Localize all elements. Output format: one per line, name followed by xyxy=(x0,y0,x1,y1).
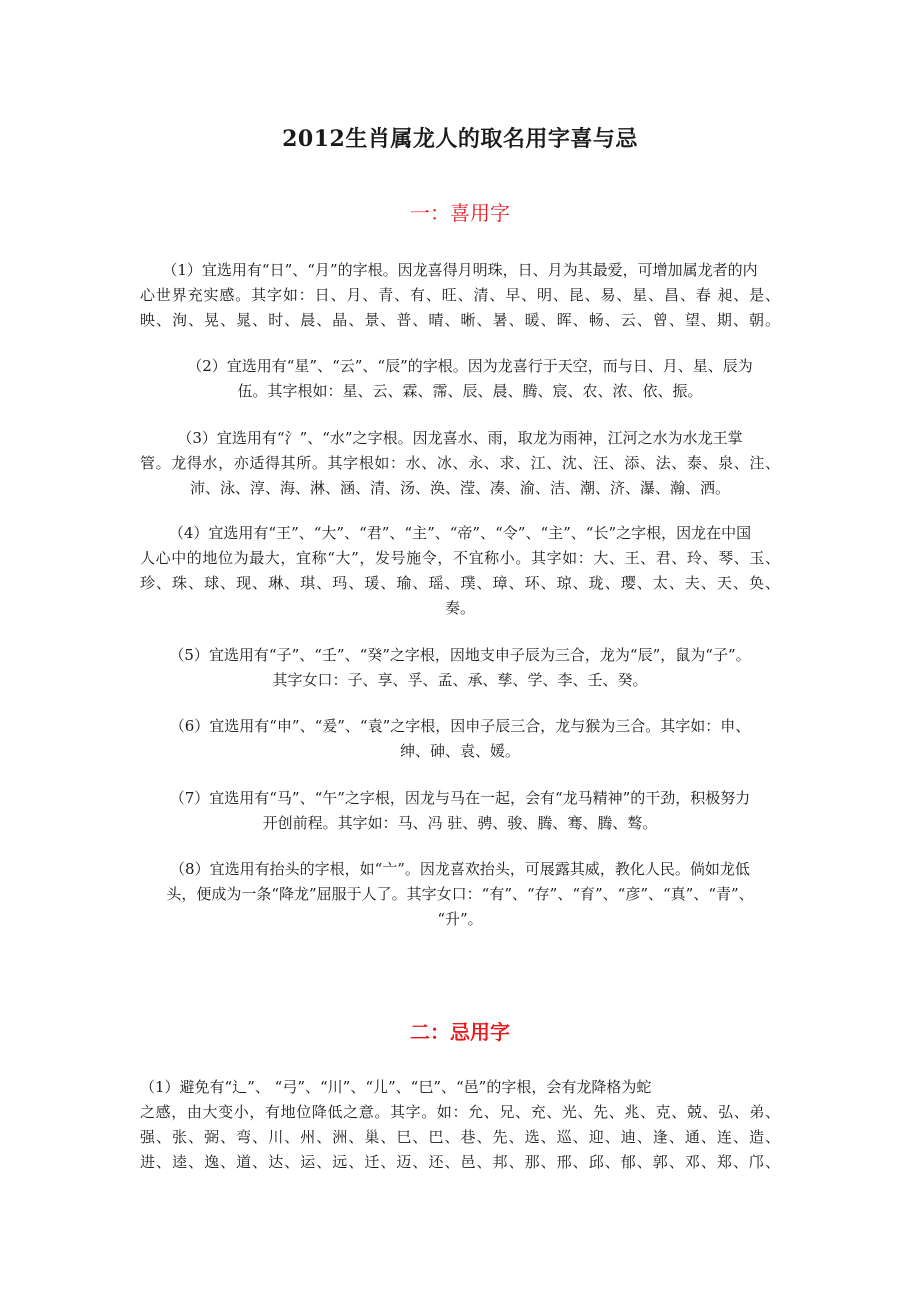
text-line: （5）宜选用有“子”、“壬”、“癸”之字根，因地支申子辰为三合，龙为“辰”，鼠为“子”。 xyxy=(169,646,751,664)
paragraph-preferred-8 xyxy=(140,857,780,932)
text-line: 开创前程。其字如：马、冯 驻、骋、骏、腾、骞、腾、骜。 xyxy=(262,814,658,832)
text-line: 绅、砷、袁、媛。 xyxy=(399,742,520,760)
text-line: 奏。 xyxy=(444,599,475,617)
text-line: （8）宜选用有抬头的字根，如“亠”。因龙喜欢抬头，可展露其威，教化人民。倘如龙低 xyxy=(170,860,750,878)
paragraph-preferred-5 xyxy=(140,643,780,693)
text-line: 进、逵、逸、道、达、运、远、迁、迈、还、邑、邦、那、邢、邱、郁、郭、邓、郑、邝、 xyxy=(140,1153,780,1171)
text-line: 管。龙得水，亦适得其所。其字根如：水、冰、永、求、江、沈、汪、添、法、泰、泉、注、 xyxy=(140,454,780,472)
text-line: 映、洵、晃、晁、时、晨、晶、景、普、晴、晰、暑、暖、晖、畅、云、曾、望、期、朝。 xyxy=(140,311,780,329)
text-line: 其字女口：子、享、孚、孟、承、孳、学、李、壬、癸。 xyxy=(272,671,648,689)
text-line: 沛、泳、淳、海、淋、涵、清、汤、涣、滢、凑、渝、洁、潮、济、瀑、瀚、洒。 xyxy=(189,479,730,497)
text-line: （7）宜选用有“马”、“午”之字根，因龙与马在一起，会有“龙马精神”的干劲，积极努力 xyxy=(169,789,751,807)
text-line: 之感，由大变小，有地位降低之意。其字。如：允、兄、充、光、先、兆、克、兢、弘、弟、 xyxy=(140,1103,780,1121)
text-line: 强、张、弼、弯、川、州、洲、巢、巳、巴、巷、先、选、巡、迎、迪、逢、通、连、造、 xyxy=(140,1128,780,1146)
paragraph-avoided-1 xyxy=(140,1075,780,1175)
paragraph-preferred-2 xyxy=(160,354,780,404)
text-line: 心世界充实感。其字如：日、月、青、有、旺、清、早、明、昆、易、星、昌、春 昶、是、 xyxy=(140,286,780,304)
text-line: 伍。其字根如：星、云、霖、霈、辰、晨、腾、宸、农、浓、依、振。 xyxy=(237,382,703,400)
text-line: （6）宜选用有“申”、“爰”、“袁”之字根，因申子辰三合，龙与猴为三合。其字如：申、 xyxy=(169,717,751,735)
section-heading-avoided: 二：忌用字 xyxy=(410,1020,510,1044)
text-line: 珍、珠、球、现、琳、琪、玛、瑗、瑜、瑶、璞、璋、环、琼、珑、璎、太、夫、天、奂、 xyxy=(140,574,780,592)
text-line: （1）避免有“辶”、 “弓”、“川”、“儿”、“巳”、“邑”的字根，会有龙降格为蛇 xyxy=(140,1078,652,1096)
section-heading-preferred: 一：喜用字 xyxy=(410,201,510,225)
paragraph-preferred-6 xyxy=(140,714,780,764)
text-line: 人心中的地位为最大，宜称“大”，发号施令，不宜称小。其字如：大、王、君、玲、琴、玉、 xyxy=(140,549,780,567)
paragraph-preferred-1 xyxy=(140,258,780,333)
paragraph-preferred-3 xyxy=(140,426,780,501)
text-line: （1）宜选用有“日”、“月”的字根。因龙喜得月明珠，日、月为其最爱，可增加属龙者的内 xyxy=(162,261,758,279)
text-line: （4）宜选用有“王”、“大”、“君”、“主”、“帝”、“令”、“主”、“长”之字根，因龙在中国 xyxy=(168,524,752,542)
text-line: （2）宜选用有“星”、“云”、“辰”的字根。因为龙喜行于天空，而与日、月、星、辰为 xyxy=(187,357,753,375)
paragraph-preferred-4 xyxy=(140,521,780,621)
document-title: 2012生肖属龙人的取名用字喜与忌 xyxy=(282,126,638,152)
text-line: （3）宜选用有“氵”、“水”之字根。因龙喜水、雨，取龙为雨神，江河之水为水龙王掌 xyxy=(177,429,743,447)
text-line: 头，便成为一条“降龙”屈服于人了。其字女口：“有”、“存”、“育”、“彦”、“真”、“青”、 xyxy=(166,885,754,903)
text-line: “升”。 xyxy=(437,910,483,928)
paragraph-preferred-7 xyxy=(140,786,780,836)
